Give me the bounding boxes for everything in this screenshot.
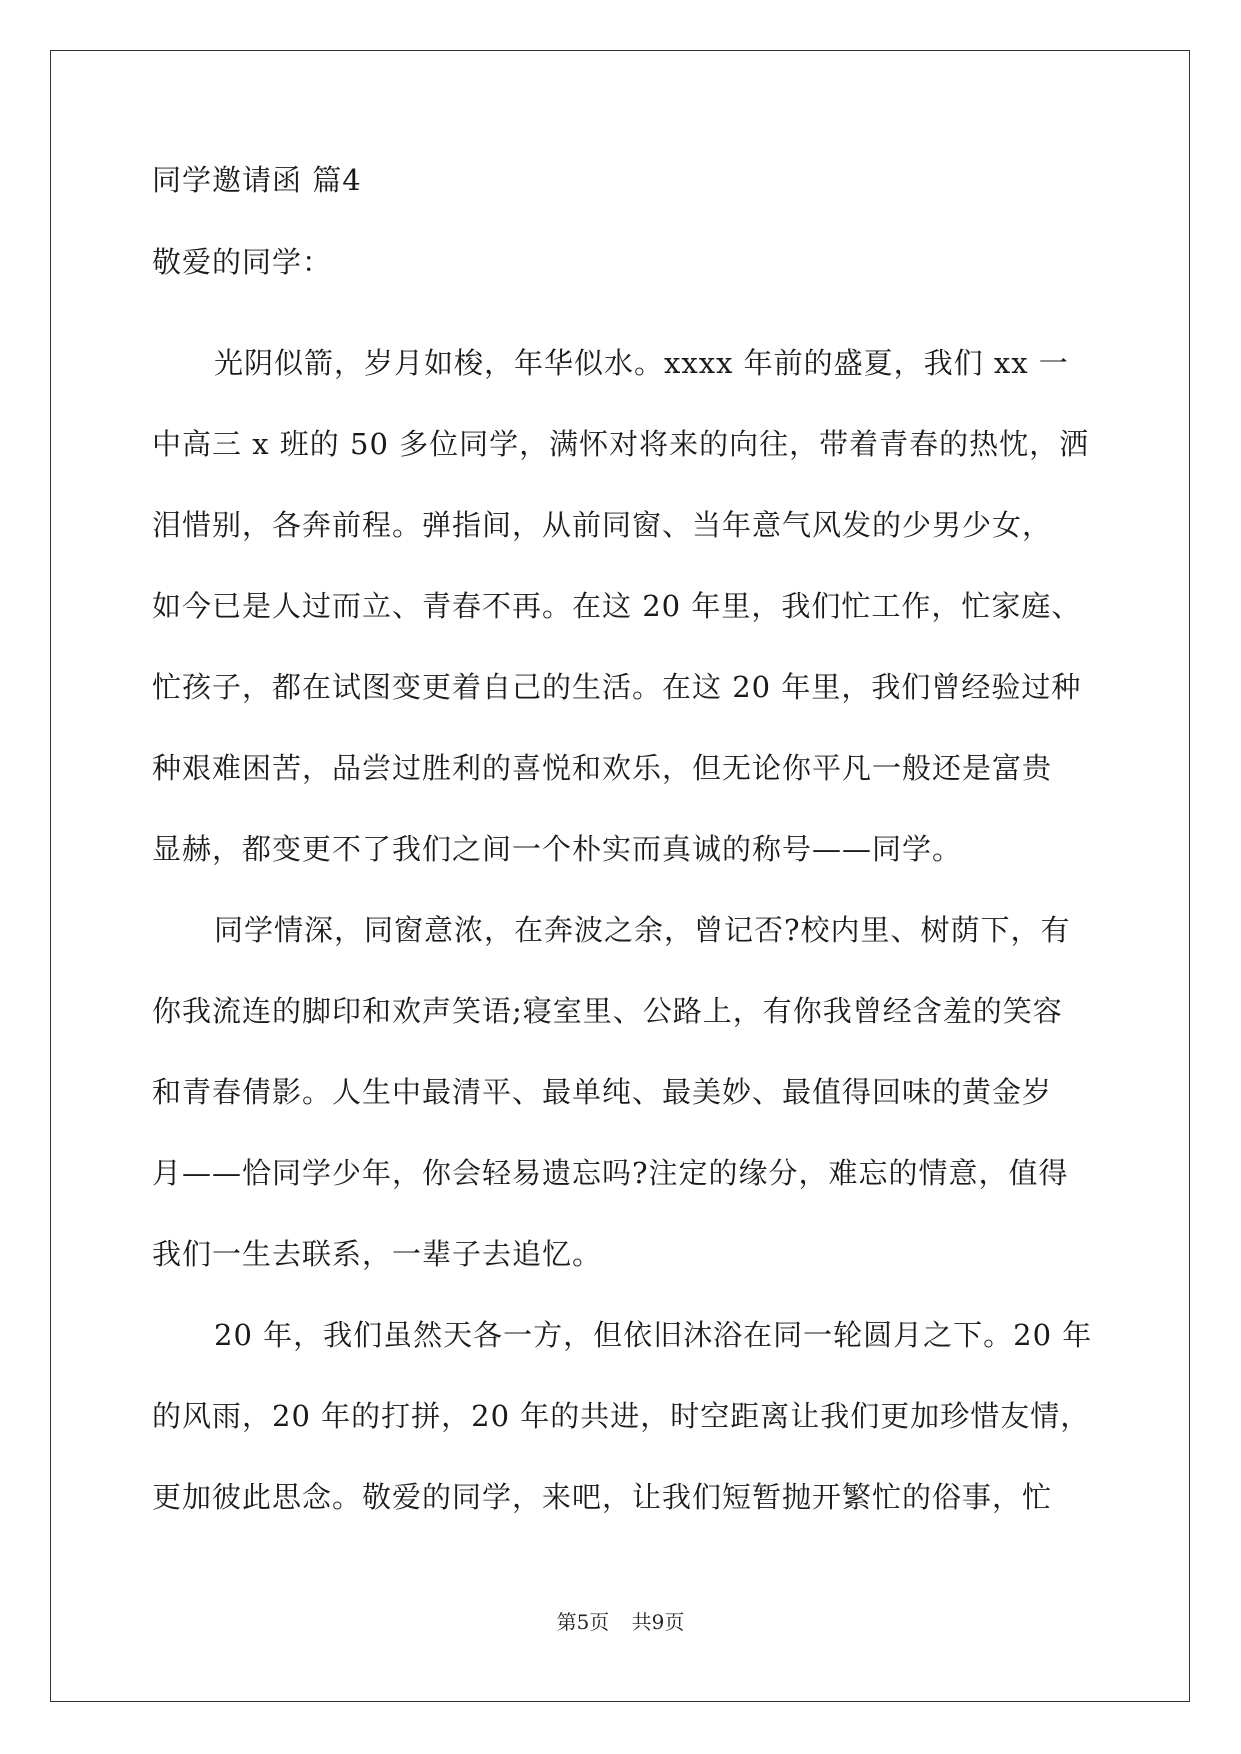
text-line: 种艰难困苦，品尝过胜利的喜悦和欢乐，但无论你平凡一般还是富贵 (152, 751, 1053, 785)
text-line: 光阴似箭，岁月如梭，年华似水。xxxx 年前的盛夏，我们 xx 一 (214, 346, 1069, 380)
text-line: 你我流连的脚印和欢声笑语;寝室里、公路上，有你我曾经含羞的笑容 (152, 994, 1063, 1028)
body-text (152, 323, 1092, 1538)
current-page-label: 第5页 (556, 1610, 610, 1634)
text-line: 的风雨，20 年的打拼，20 年的共进，时空距离让我们更加珍惜友情， (152, 1399, 1091, 1433)
text-line: 和青春倩影。人生中最清平、最单纯、最美妙、最值得回味的黄金岁 (152, 1075, 1053, 1109)
text-line: 忙孩子，都在试图变更着自己的生活。在这 20 年里，我们曾经验过种 (152, 670, 1082, 704)
greeting-line: 敬爱的同学： (152, 245, 333, 279)
document-body (152, 160, 1092, 1538)
text-line: 如今已是人过而立、青春不再。在这 20 年里，我们忙工作，忙家庭、 (152, 589, 1082, 623)
text-line: 我们一生去联系，一辈子去追忆。 (152, 1237, 603, 1271)
text-line: 20 年，我们虽然天各一方，但依旧沐浴在同一轮圆月之下。20 年 (214, 1318, 1093, 1352)
text-line: 中高三 x 班的 50 多位同学，满怀对将来的向往，带着青春的热忱，洒 (152, 427, 1090, 461)
document-heading: 同学邀请函 篇4 (152, 163, 362, 197)
text-line: 泪惜别，各奔前程。弹指间，从前同窗、当年意气风发的少男少女， (152, 508, 1053, 542)
text-line: 月——恰同学少年，你会轻易遗忘吗?注定的缘分，难忘的情意，值得 (152, 1156, 1069, 1190)
text-line: 同学情深，同窗意浓，在奔波之余，曾记否?校内里、树荫下，有 (214, 913, 1071, 947)
page-footer (0, 1606, 1241, 1635)
text-line: 显赫，都变更不了我们之间一个朴实而真诚的称号——同学。 (152, 832, 963, 866)
text-line: 更加彼此思念。敬爱的同学，来吧，让我们短暂抛开繁忙的俗事，忙 (152, 1480, 1053, 1514)
total-pages-label: 共9页 (631, 1610, 685, 1634)
